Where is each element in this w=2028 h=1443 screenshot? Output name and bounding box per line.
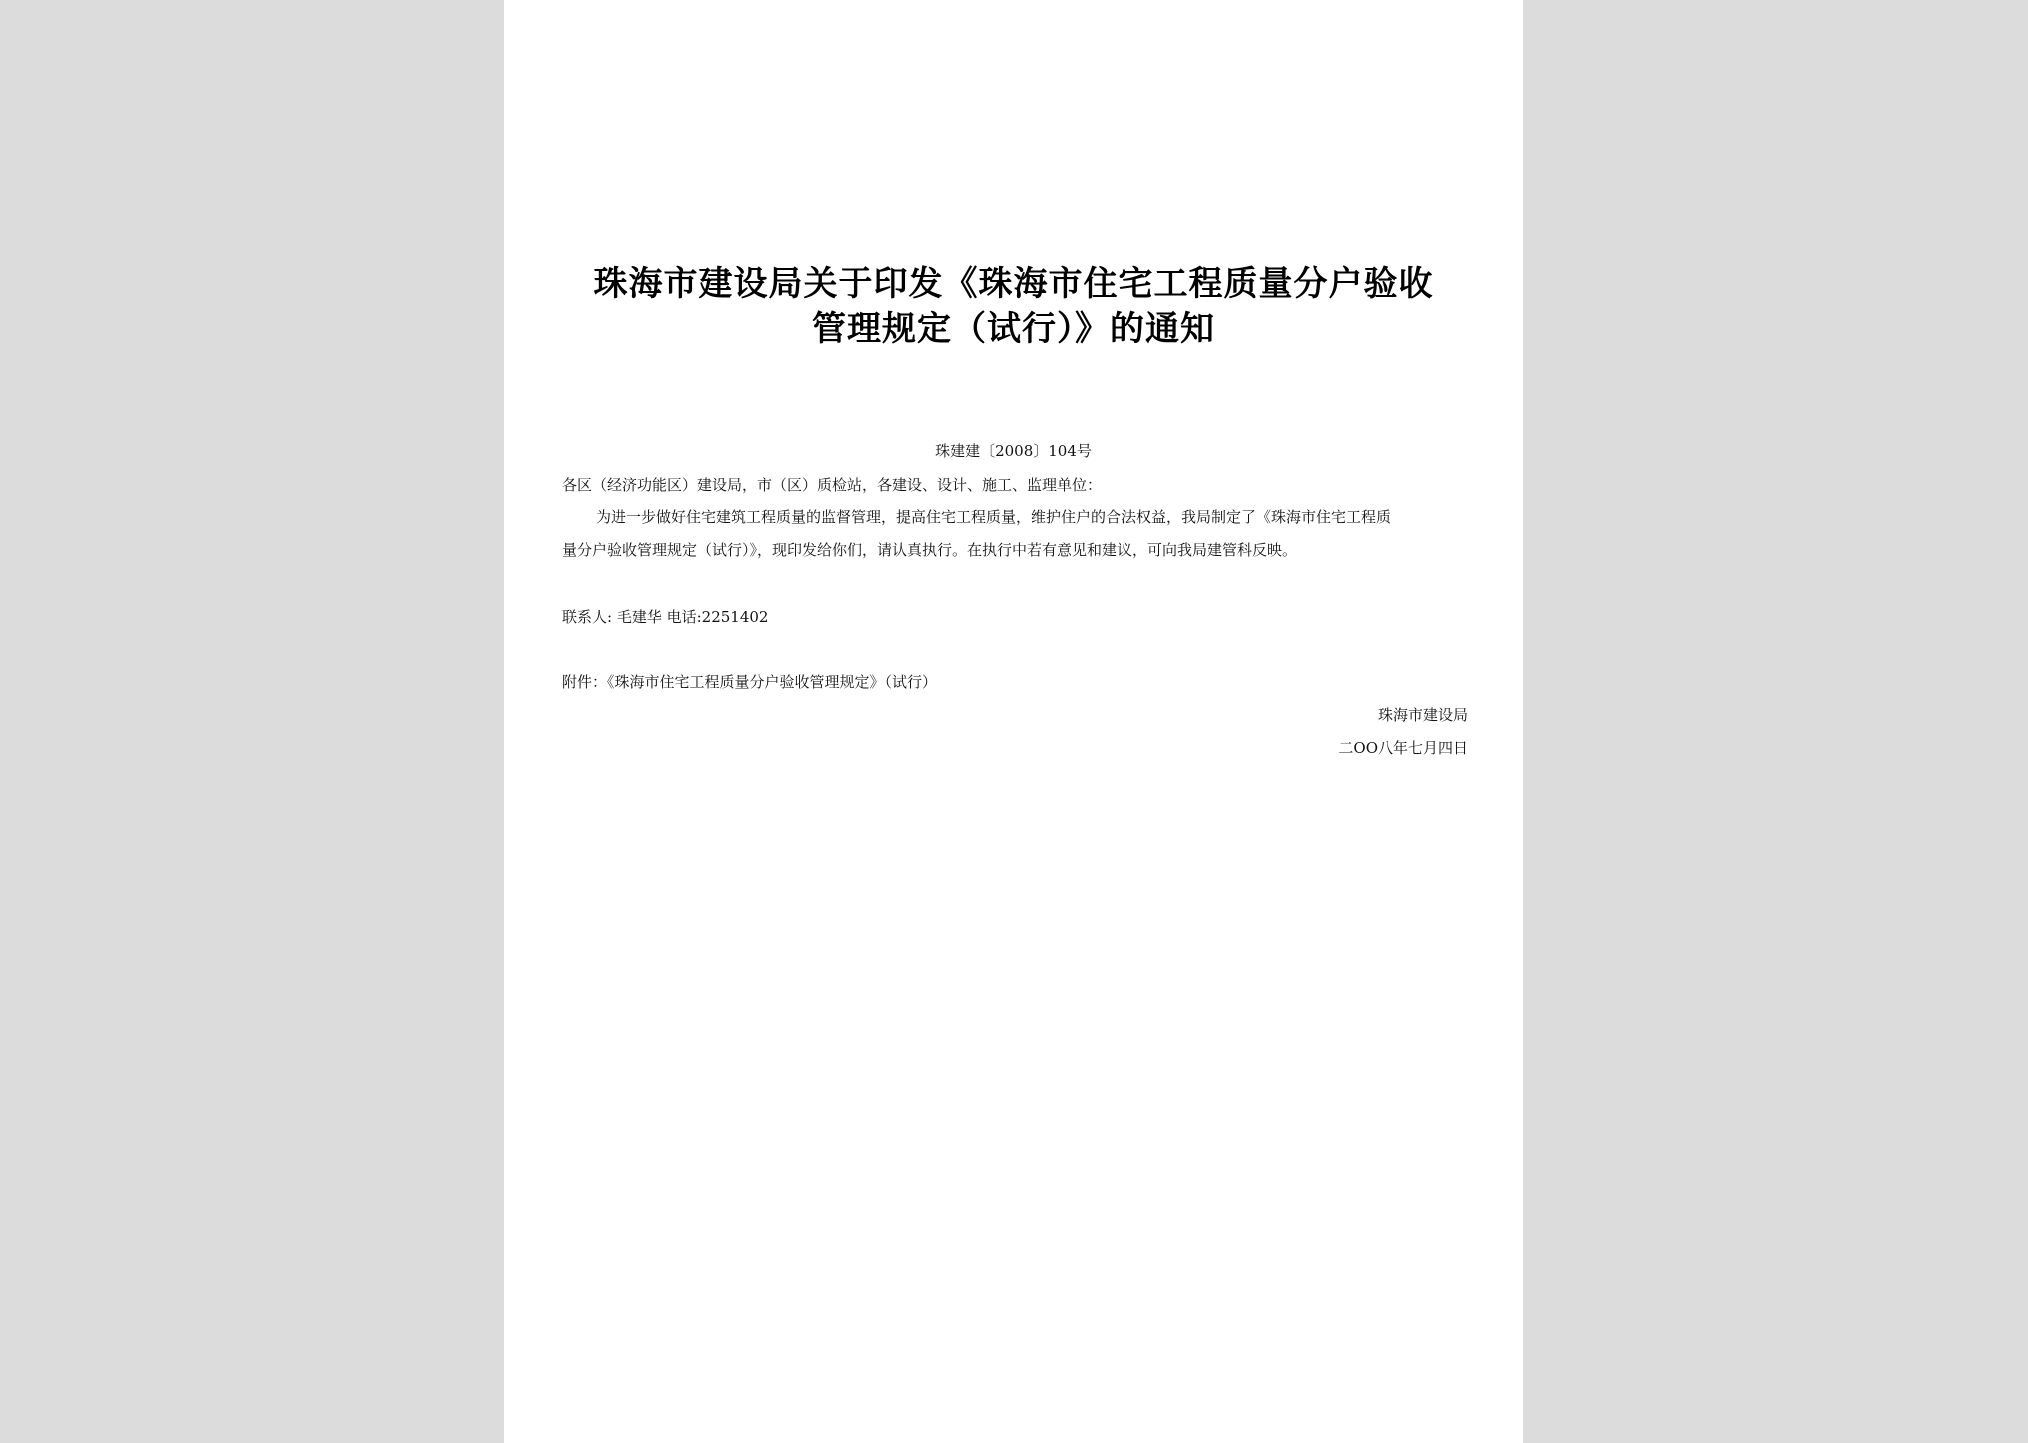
body-line-2: 量分户验收管理规定（试行）》，现印发给你们，请认真执行。在执行中若有意见和建议，可向我局建管科反映。 xyxy=(562,541,1298,559)
attachment-line: 附件：《珠海市住宅工程质量分户验收管理规定》（试行） xyxy=(562,673,938,691)
body-paragraph xyxy=(562,501,1472,567)
contact-line: 联系人: 毛建华 电话:2251402 xyxy=(562,608,769,626)
document-number: 珠建建〔2008〕104号 xyxy=(935,442,1092,460)
body-line-1: 为进一步做好住宅建筑工程质量的监督管理，提高住宅工程质量，维护住户的合法权益，我局制定了《珠海市住宅工程质 xyxy=(596,508,1392,526)
issuer-name: 珠海市建设局 xyxy=(1377,706,1468,724)
issue-date: 二OO八年七月四日 xyxy=(1338,739,1468,757)
document-page xyxy=(504,0,1523,1443)
addressee-line: 各区（经济功能区）建设局，市（区）质检站，各建设、设计、施工、监理单位： xyxy=(562,476,1103,494)
title-line-2: 管理规定（试行）》的通知 xyxy=(812,309,1215,349)
document-title xyxy=(504,262,1523,352)
title-line-1: 珠海市建设局关于印发《珠海市住宅工程质量分户验收 xyxy=(593,264,1434,304)
